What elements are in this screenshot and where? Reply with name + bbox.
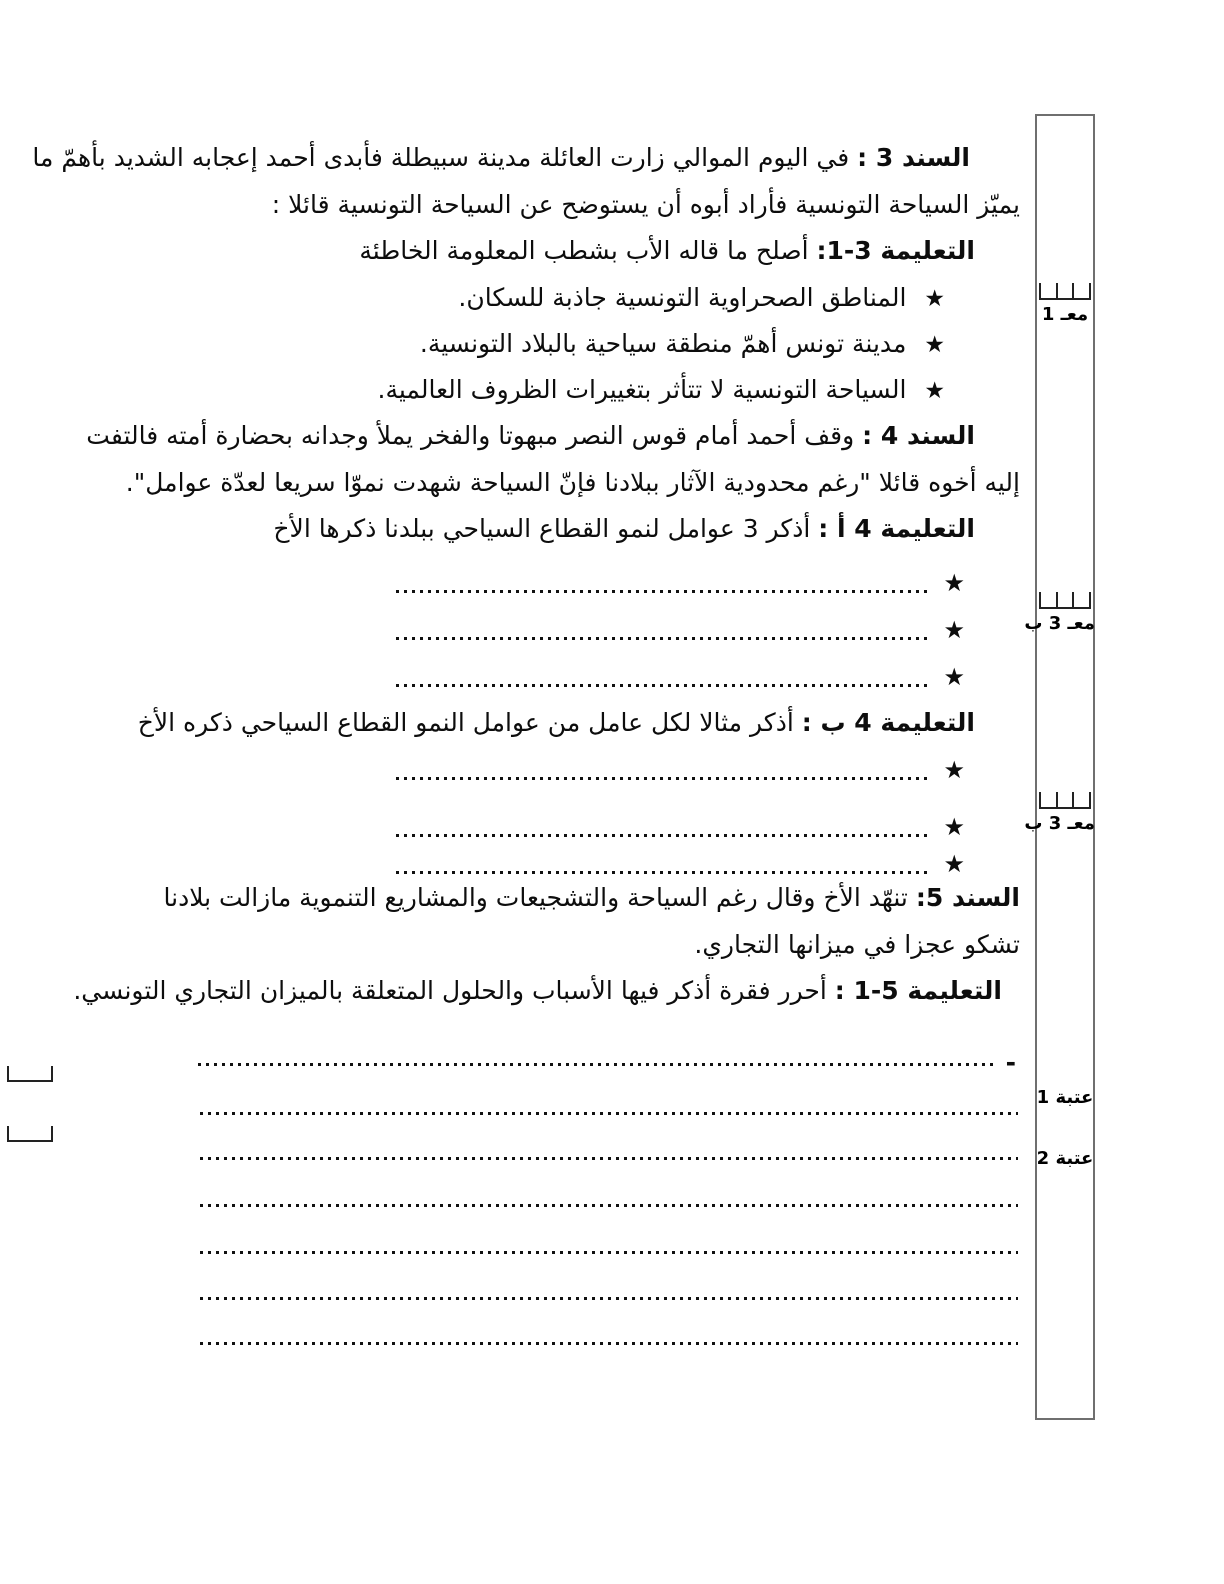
dotted-answer-rule bbox=[396, 590, 931, 593]
dotted-writing-line bbox=[200, 1342, 1018, 1345]
score-label: معـ 3 ب bbox=[1024, 813, 1095, 834]
dotted-answer-rule bbox=[396, 777, 931, 780]
star-bullet-icon: ★ bbox=[943, 813, 965, 841]
score-cells-box bbox=[1039, 592, 1091, 609]
dotted-answer-rule bbox=[396, 871, 931, 874]
score-cell-box bbox=[7, 1126, 53, 1142]
sanad3-line2-text: يميّز السياحة التونسية فأراد أبوه أن يستوضح عن السياحة التونسية قائلا : bbox=[271, 190, 1020, 219]
answer-line bbox=[396, 848, 965, 884]
answer-line bbox=[396, 754, 965, 790]
star-bullet-icon: ★ bbox=[943, 663, 965, 691]
sanad3-line1 bbox=[32, 140, 970, 176]
dotted-answer-rule bbox=[198, 1063, 998, 1066]
taalima51-text: أحرر فقرة أذكر فيها الأسباب والحلول المتعلقة بالميزان التجاري التونسي. bbox=[73, 976, 827, 1005]
bullet-item bbox=[378, 372, 945, 409]
sanad5-line2-text: تشكو عجزا في ميزانها التجاري. bbox=[694, 930, 1020, 959]
taalima31-text: أصلح ما قاله الأب بشطب المعلومة الخاطئة bbox=[359, 236, 809, 265]
answer-line bbox=[396, 614, 965, 650]
star-bullet-icon: ★ bbox=[924, 378, 945, 404]
bullet-text: مدينة تونس أهمّ منطقة سياحية بالبلاد التونسية. bbox=[419, 329, 907, 358]
answer-line bbox=[396, 661, 965, 697]
score-label: عتبة 2 bbox=[1036, 1148, 1094, 1169]
taalima51-line bbox=[73, 973, 1002, 1009]
dotted-writing-line bbox=[200, 1297, 1018, 1300]
dotted-writing-line bbox=[200, 1112, 1018, 1115]
sanad5-line1 bbox=[164, 880, 1020, 916]
score-label: معـ 1 bbox=[1041, 304, 1089, 325]
sanad5-title: السند 5: bbox=[915, 883, 1020, 912]
sanad3-line1-text: في اليوم الموالي زارت العائلة مدينة سبيطلة فأبدى أحمد إعجابه الشديد بأهمّ ما bbox=[32, 143, 850, 172]
taalima4b-text: أذكر مثالا لكل عامل من عوامل النمو القطاع السياحي ذكره الأخ bbox=[137, 708, 794, 737]
sanad4-title: السند 4 : bbox=[862, 421, 975, 450]
dotted-answer-rule bbox=[396, 684, 931, 687]
answer-line-dash bbox=[198, 1048, 1016, 1082]
star-bullet-icon: ★ bbox=[943, 616, 965, 644]
taalima4a-title: التعليمة 4 أ : bbox=[818, 514, 975, 543]
sanad3-line2 bbox=[272, 187, 1020, 223]
bullet-text: المناطق الصحراوية التونسية جاذبة للسكان. bbox=[458, 283, 907, 312]
taalima4b-title: التعليمة 4 ب : bbox=[801, 708, 975, 737]
dotted-writing-line bbox=[200, 1157, 1018, 1160]
sanad4-line1-text: وقف أحمد أمام قوس النصر مبهوتا والفخر يملأ وجدانه بحضارة أمته فالتفت bbox=[86, 421, 855, 450]
answer-line bbox=[396, 567, 965, 603]
taalima51-title: التعليمة 5-1 : bbox=[834, 976, 1002, 1005]
dash-mark: - bbox=[1005, 1048, 1016, 1077]
score-cells-box bbox=[1039, 283, 1091, 300]
star-bullet-icon: ★ bbox=[943, 569, 965, 597]
score-cells-box bbox=[1039, 792, 1091, 809]
star-bullet-icon: ★ bbox=[943, 756, 965, 784]
dotted-writing-line bbox=[200, 1204, 1018, 1207]
sanad4-line2-text: إليه أخوه قائلا "رغم محدودية الآثار ببلادنا فإنّ السياحة شهدت نموّا سريعا لعدّة عوامل". bbox=[125, 468, 1020, 497]
taalima31-line bbox=[359, 233, 975, 269]
star-bullet-icon: ★ bbox=[924, 286, 945, 312]
sanad4-line1 bbox=[86, 418, 975, 454]
taalima4a-line bbox=[273, 511, 975, 547]
score-cell-box bbox=[7, 1066, 53, 1082]
sanad4-line2 bbox=[126, 465, 1020, 501]
answer-line bbox=[396, 811, 965, 847]
taalima31-title: التعليمة 3-1: bbox=[816, 236, 975, 265]
dotted-answer-rule bbox=[396, 834, 931, 837]
bullet-text: السياحة التونسية لا تتأثر بتغييرات الظروف العالمية. bbox=[377, 375, 907, 404]
sanad5-line2 bbox=[694, 927, 1020, 963]
bullet-item bbox=[458, 280, 945, 317]
star-bullet-icon: ★ bbox=[943, 850, 965, 878]
bullet-item bbox=[420, 326, 945, 363]
score-label: معـ 3 ب bbox=[1024, 613, 1095, 634]
dotted-writing-line bbox=[200, 1251, 1018, 1254]
sanad3-title: السند 3 : bbox=[857, 143, 970, 172]
sanad5-line1-text: تنهّد الأخ وقال رغم السياحة والتشجيعات والمشاريع التنموية مازالت بلادنا bbox=[163, 883, 908, 912]
taalima4a-text: أذكر 3 عوامل لنمو القطاع السياحي ببلدنا ذكرها الأخ bbox=[273, 514, 811, 543]
dotted-answer-rule bbox=[396, 637, 931, 640]
score-label: عتبة 1 bbox=[1036, 1087, 1094, 1108]
taalima4b-line bbox=[138, 705, 975, 741]
star-bullet-icon: ★ bbox=[924, 332, 945, 358]
